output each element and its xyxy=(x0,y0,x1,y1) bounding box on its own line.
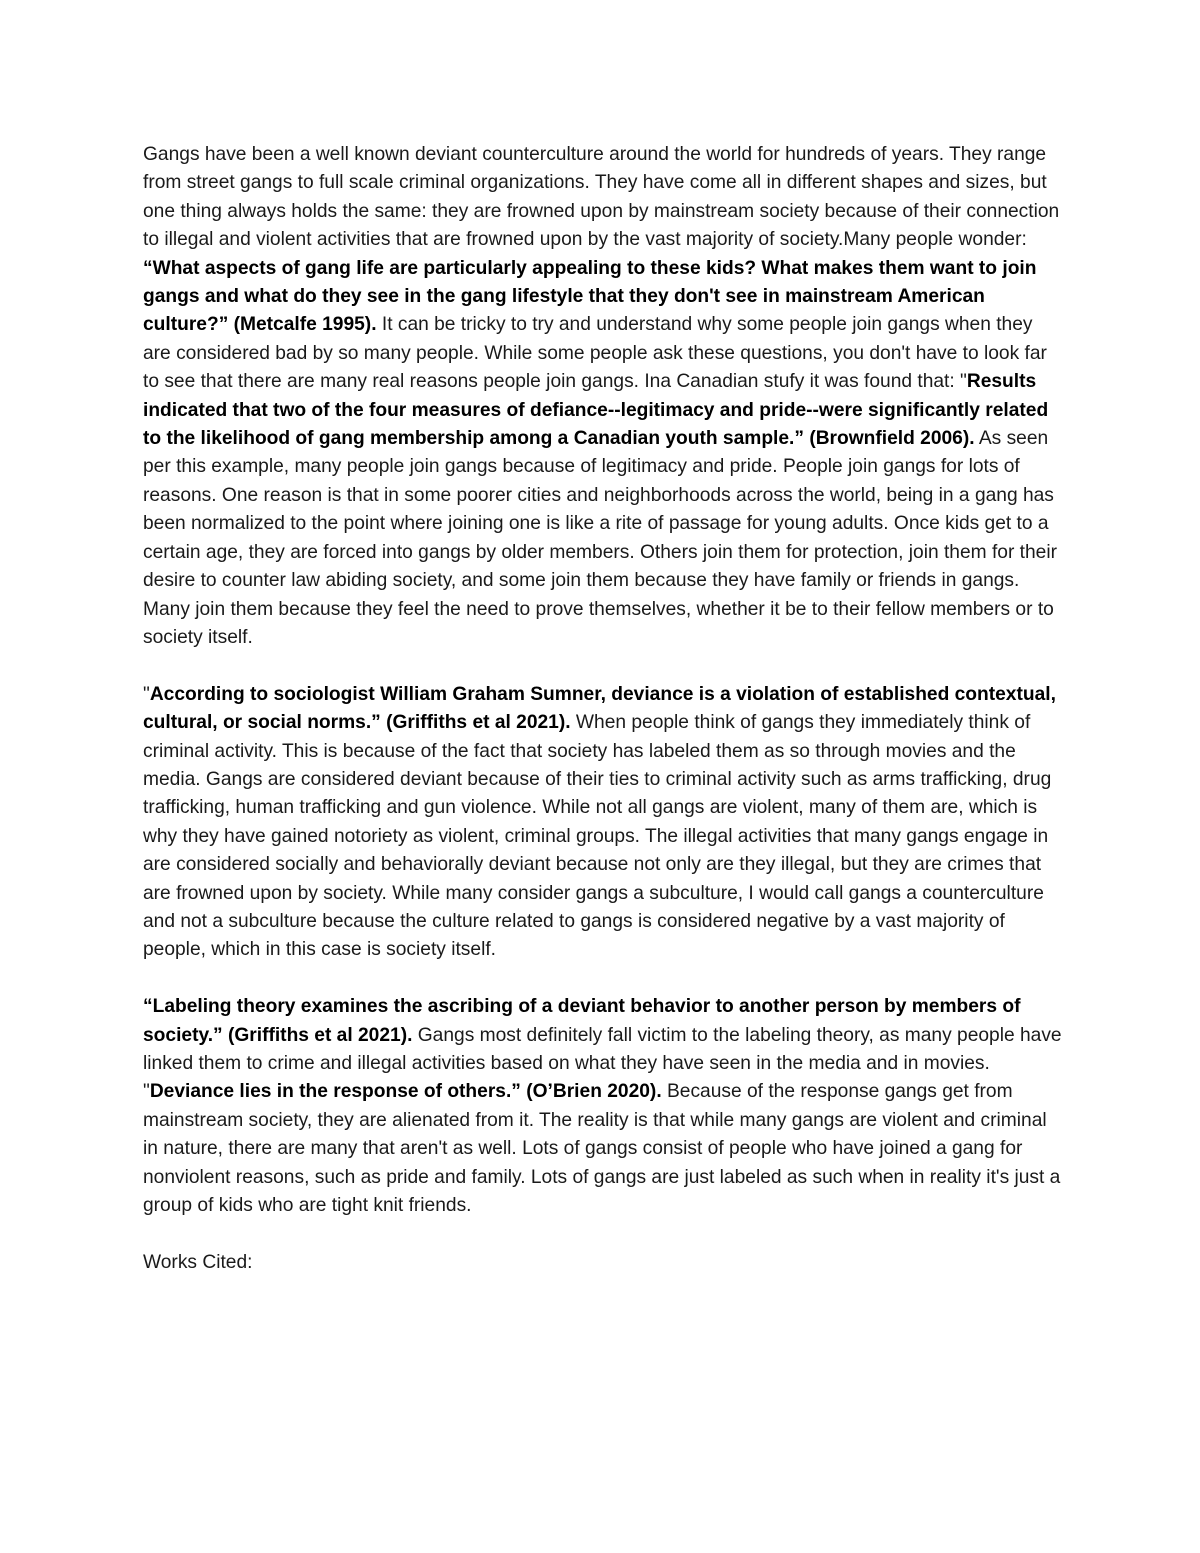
p2-segment: When people think of gangs they immediately think of criminal activity. This is because of the fact that society has labeled them as so through movies and the media. Gangs are considered deviant because of their ties to criminal activity such as arms trafficking, drug trafficking, human trafficking and gun violence. While not all gangs are violent, many of them are, which is why they have gained notoriety as violent, criminal groups. The illegal activities that many gangs engage in are considered socially and behaviorally deviant because not only are they illegal, but they are crimes that are frowned upon by society. While many consider gangs a subculture, I would call gangs a counterculture and not a subculture because the culture related to gangs is considered negative by a vast majority of people, which in this case is society itself. xyxy=(143,712,1052,961)
p3-quote-obrien: Deviance lies in the response of others.” (O’Brien 2020). xyxy=(149,1081,662,1103)
paragraph-3 xyxy=(143,993,1063,1220)
p1-segment: Gangs have been a well known deviant counterculture around the world for hundreds of years. They range from street gangs to full scale criminal organizations. They have come all in different shapes and sizes, but one thing always holds the same: they are frowned upon by mainstream society because of their connection to illegal and violent activities that are frowned upon by the vast majority of society.Many people wonder: xyxy=(143,144,1060,251)
p2-quote-griffiths: According to sociologist William Graham Sumner, deviance is a violation of established contextual, cultural, or social norms.” (Griffiths et al 2021). xyxy=(143,683,1056,734)
p3-segment: Because of the response gangs get from mainstream society, they are alienated from it. The reality is that while many gangs are violent and criminal in nature, there are many that aren't as well. Lots of gangs consist of people who have joined a gang for nonviolent reasons, such as pride and family. Lots of gangs are just labeled as such when in reality it's just a group of kids who are tight knit friends. xyxy=(143,1081,1061,1216)
p1-segment: As seen per this example, many people join gangs because of legitimacy and pride. People join gangs for lots of reasons. One reason is that in some poorer cities and neighborhoods across the world, being in a gang has been normalized to the point where joining one is like a rite of passage for young adults. Once kids get to a certain age, they are forced into gangs by older members. Others join them for protection, join them for their desire to counter law abiding society, and some join them because they have family or friends in gangs. Many join them because they feel the need to prove themselves, whether it be to their fellow members or to society itself. xyxy=(143,428,1057,648)
p1-segment: It can be tricky to try and understand why some people join gangs when they are considered bad by so many people. While some people ask these questions, you don't have to look far to see that there are many real reasons people join gangs. Ina Canadian stufy it was found that: " xyxy=(143,314,1047,393)
p3-quote-griffiths: “Labeling theory examines the ascribing of a deviant behavior to another person by members of society.” (Griffiths et al 2021). xyxy=(143,996,1021,1046)
document-body xyxy=(143,141,1063,1277)
paragraph-gap xyxy=(143,965,1063,993)
paragraph-gap xyxy=(143,652,1063,680)
paragraph-gap xyxy=(143,1220,1063,1248)
works-cited-heading: Works Cited: xyxy=(143,1251,253,1273)
paragraph-2 xyxy=(143,681,1063,965)
p2-segment: " xyxy=(143,683,150,705)
p1-quote-brownfield: Results indicated that two of the four measures of defiance--legitimacy and pride--were significantly related to the likelihood of gang membership among a Canadian youth sample.” (Brownfield 2006). xyxy=(143,371,1049,450)
paragraph-1 xyxy=(143,141,1063,652)
p1-quote-metcalfe: “What aspects of gang life are particularly appealing to these kids? What makes them want to join gangs and what do they see in the gang lifestyle that they don't see in mainstream American culture?” (Metcalfe 1995). xyxy=(143,257,1037,336)
p3-segment: Gangs most definitely fall victim to the labeling theory, as many people have linked them to crime and illegal activities based on what they have seen in the media and in movies. " xyxy=(143,1024,1062,1103)
